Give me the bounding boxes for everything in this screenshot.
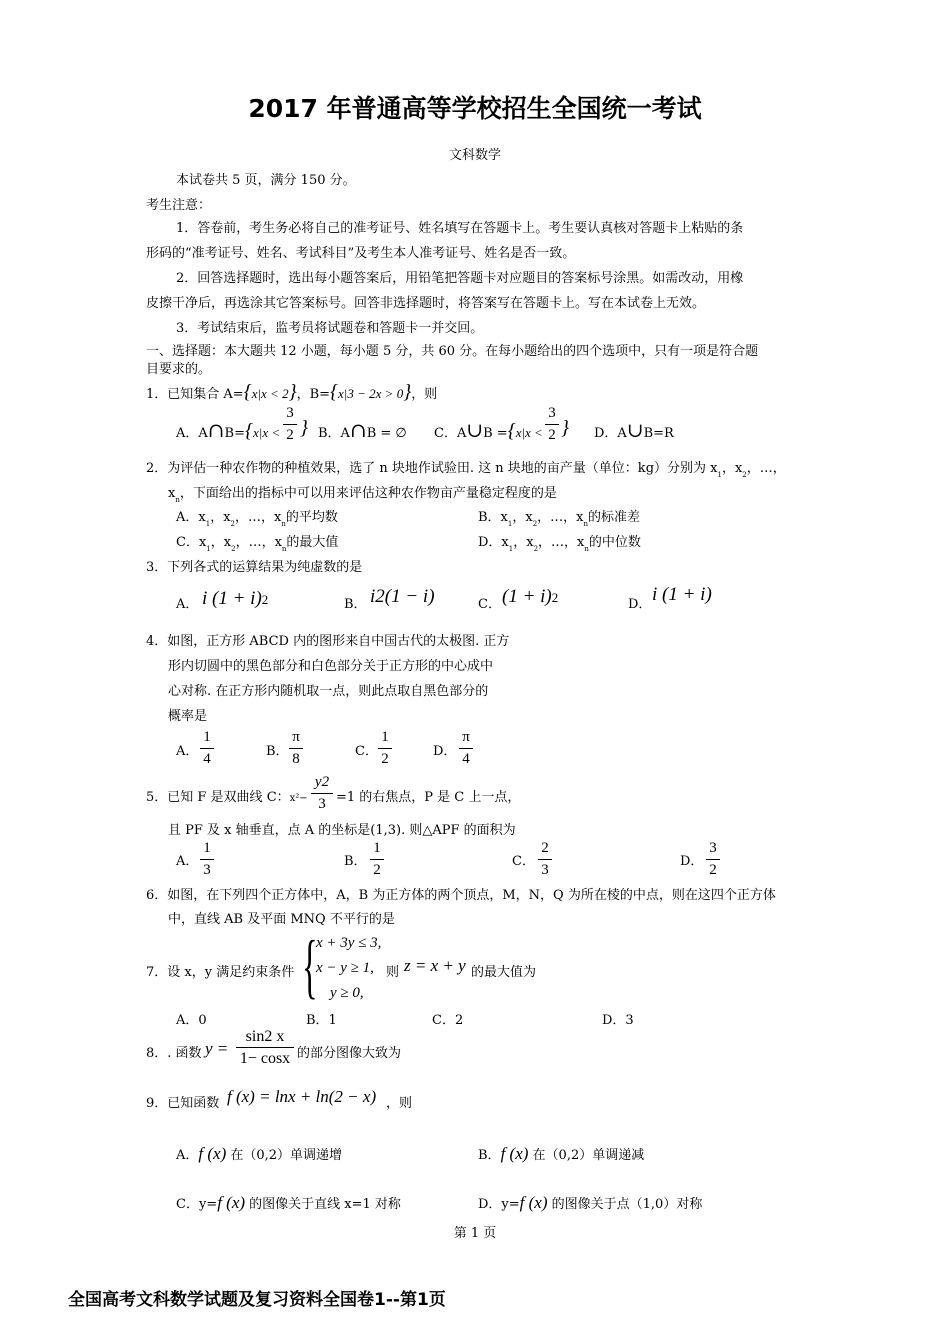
fraction: π 8 (289, 729, 303, 768)
notice-line: 形码的“准考证号、姓名、考试科目”及考生本人准考证号、姓名是否一致。 (146, 246, 576, 261)
fraction: 1 3 (200, 840, 214, 879)
constraint: x + 3y ≤ 3, (316, 935, 382, 951)
option-a: A． (176, 597, 199, 612)
brace: } (561, 417, 569, 439)
option-c: C．2 (432, 1013, 464, 1028)
option-c: C．$x_1$，$x_2$，…，$x_n$的最大值 (176, 535, 339, 553)
function-def: f (x) = lnx + ln(2 − x) (227, 1087, 377, 1106)
fraction: π 4 (459, 729, 473, 768)
subtitle: 文科数学 (448, 148, 501, 163)
question-6-stem: 6．如图，在下列四个正方体中，A，B 为正方体的两个顶点，M，N，Q 为所在棱的中点，则在这四个正方体 (146, 888, 776, 903)
fraction: 3 2 (706, 840, 720, 879)
option-b: B． (266, 744, 289, 759)
fraction: y2 3 (311, 774, 333, 813)
fraction: 1 4 (200, 729, 214, 768)
option-b-expr: i2(1 − i) (370, 586, 435, 607)
option-d: D．$x_1$，$x_2$，…，$x_n$的中位数 (478, 535, 641, 553)
option-d: D． (628, 597, 652, 612)
question-8-stem: 的部分图像大致为 (297, 1046, 402, 1061)
option-a-expr: i (1 + i)2 (202, 588, 269, 609)
option-d: D．3 (602, 1013, 634, 1028)
option-b: B．$x_1$，$x_2$，…，$x_n$的标准差 (478, 510, 641, 528)
question-4-stem: 心对称. 在正方形内随机取一点，则此点取自黑色部分的 (168, 684, 489, 699)
option-d-expr: i (1 + i) (652, 584, 712, 605)
fraction: 3 2 (545, 405, 559, 444)
option-c-expr: (1 + i)2 (502, 586, 559, 607)
question-5-stem: 5．已知 F 是双曲线 C：x²− (146, 790, 308, 805)
fraction: 2 3 (538, 840, 552, 879)
option-d: D．A∪B=R (594, 418, 674, 442)
function-lhs: y = (205, 1039, 229, 1058)
intro-text: 本试卷共 5 页，满分 150 分。 (176, 173, 356, 188)
question-9-stem: 9．已知函数 (146, 1096, 220, 1111)
question-2-stem: 2．为评估一种农作物的种植效果，选了 n 块地作试验田. 这 n 块地的亩产量（单位：kg）分别为 $x_1$，$x_2$，…， (146, 461, 786, 479)
option-c: C．A∪B ={x|x < (434, 418, 543, 442)
question-4-stem: 概率是 (168, 709, 208, 724)
fraction: 1 2 (370, 840, 384, 879)
option-b: B．f (x) 在（0,2）单调递减 (478, 1144, 645, 1163)
notice-heading: 考生注意： (146, 198, 212, 213)
question-5-stem: 且 PF 及 x 轴垂直，点 A 的坐标是(1,3). 则△APF 的面积为 (168, 823, 516, 838)
option-d: D．y=f (x) 的图像关于点（1,0）对称 (478, 1193, 703, 1212)
option-c: C． (478, 597, 501, 612)
option-b: B．1 (306, 1013, 337, 1028)
option-a: A．A∩B={x|x < (176, 418, 281, 442)
option-a: A．0 (176, 1013, 207, 1028)
page-title: 2017 年普通高等学校招生全国统一考试 (248, 94, 702, 123)
option-a: A． (176, 854, 199, 869)
notice-line: 3．考试结束后，监考员将试题卷和答题卡一并交回。 (176, 321, 484, 336)
question-8-stem: 8．. 函数 (146, 1046, 202, 1061)
section-heading: 一、选择题：本大题共 12 小题，每小题 5 分，共 60 分。在每小题给出的四个选项中，只有一项是符合题 (146, 344, 759, 359)
question-6-stem: 中，直线 AB 及平面 MNQ 不平行的是 (168, 912, 395, 927)
option-b: B．A∩B = ∅ (318, 418, 407, 442)
page-number: 第 1 页 (453, 1226, 497, 1241)
question-5-stem: =1 的右焦点，P 是 C 上一点， (336, 790, 521, 805)
option-c: C． (512, 854, 535, 869)
question-4-stem: 形内切圆中的黑色部分和白色部分关于正方形的中心成中 (168, 659, 494, 674)
option-d: D． (680, 854, 704, 869)
notice-line: 1．答卷前，考生务必将自己的准考证号、姓名填写在答题卡上。考生要认真核对答题卡上粘贴的条 (176, 221, 744, 236)
section-heading: 目要求的。 (146, 362, 212, 377)
option-c: C． (355, 744, 378, 759)
constraint: y ≥ 0, (330, 985, 364, 1001)
option-b: B． (344, 597, 367, 612)
brace: { (302, 926, 318, 1006)
option-d: D． (433, 744, 457, 759)
brace: } (300, 417, 308, 439)
notice-line: 2．回答选择题时，选出每小题答案后，用铅笔把答题卡对应题目的答案标号涂黑。如需改动，用橡 (176, 271, 744, 286)
question-7-stem: 7．设 x，y 满足约束条件 (146, 965, 295, 980)
option-b: B． (344, 854, 367, 869)
question-1-stem: 1．已知集合 A={x|x < 2}，B={x|3 − 2x > 0}，则 (146, 381, 438, 403)
question-4-stem: 4．如图，正方形 ABCD 内的图形来自中国古代的太极图. 正方 (146, 634, 510, 649)
option-c: C．y=f (x) 的图像关于直线 x=1 对称 (176, 1193, 401, 1212)
notice-line: 皮擦干净后，再选涂其它答案标号。回答非选择题时，将答案写在答题卡上。写在本试卷上无效。 (146, 296, 706, 311)
objective: z = x + y (404, 956, 466, 975)
fraction: sin2 x 1− cosx (236, 1028, 294, 1067)
fraction: 3 2 (283, 405, 297, 444)
constraint: x − y ≥ 1, (316, 960, 374, 976)
option-a: A． (176, 744, 199, 759)
question-9-stem: ，则 (386, 1096, 413, 1111)
question-7-stem: 的最大值为 (471, 965, 537, 980)
option-a: A．f (x) 在（0,2）单调递增 (176, 1144, 343, 1163)
footer-text: 全国高考文科数学试题及复习资料全国卷1--第1页 (68, 1290, 446, 1310)
fraction: 1 2 (378, 729, 392, 768)
question-3-stem: 3．下列各式的运算结果为纯虚数的是 (146, 560, 363, 575)
question-7-stem: 则 (386, 965, 400, 980)
option-a: A．$x_1$，$x_2$，…，$x_n$的平均数 (176, 510, 338, 528)
question-2-stem: $x_n$，下面给出的指标中可以用来评估这种农作物亩产量稳定程度的是 (168, 486, 557, 504)
